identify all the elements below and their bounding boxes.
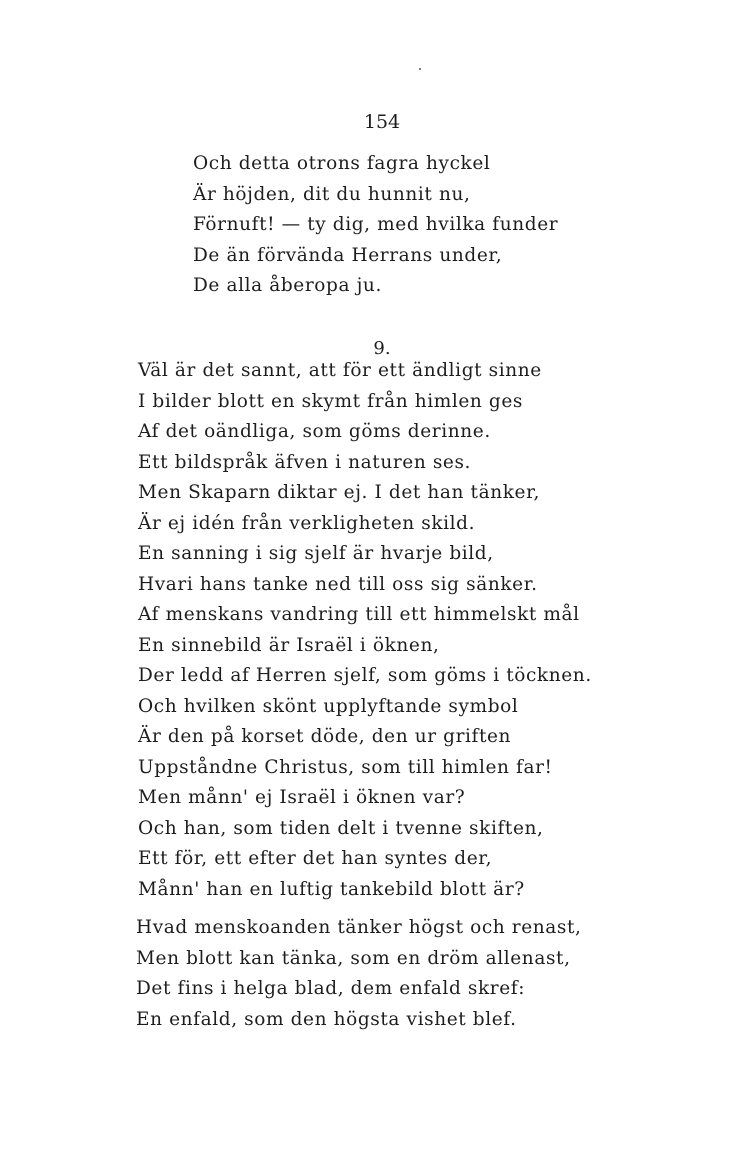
stanza-top	[193, 149, 558, 302]
ink-speck	[419, 68, 421, 70]
verse-line: De alla åberopa ju.	[193, 275, 382, 296]
verse-line: Och hvilken skönt upplyftande symbol	[138, 695, 519, 717]
page-number: 154	[363, 111, 401, 133]
verse-line: Ett för, ett efter det han syntes der,	[138, 848, 493, 869]
verse-line: Väl är det sannt, att för ett ändligt sinne	[138, 360, 542, 381]
verse-line: Månn' han en luftig tankebild blott är?	[138, 878, 525, 900]
verse-line: Är ej idén från verkligheten skild.	[138, 512, 476, 534]
verse-line: Af det oändliga, som göms derinne.	[138, 421, 491, 442]
verse-line: Men Skaparn diktar ej. I det han tänker,	[138, 482, 540, 503]
verse-line: Men blott kan tänka, som en dröm allenast,	[136, 947, 571, 969]
verse-line: Och han, som tiden delt i tvenne skiften,	[138, 817, 544, 839]
verse-line: Ett bildspråk äfven i naturen ses.	[138, 451, 472, 473]
verse-line: Är höjden, dit du hunnit nu,	[193, 183, 471, 205]
verse-line: En sinnebild är Israël i öknen,	[138, 634, 440, 656]
verse-line: De än förvända Herrans under,	[193, 244, 503, 266]
verse-line: En sanning i sig sjelf är hvarje bild,	[138, 543, 494, 564]
stanza-last	[136, 913, 582, 1035]
verse-line: Det fins i helga blad, dem enfald skref:	[136, 978, 526, 999]
verse-line: Är den på korset döde, den ur griften	[138, 726, 512, 747]
verse-line: Och detta otrons fagra hyckel	[193, 153, 491, 174]
verse-line: Men månn' ej Israël i öknen var?	[138, 787, 466, 808]
section-number: 9.	[373, 338, 391, 359]
verse-line: Af menskans vandring till ett himmelskt mål	[138, 604, 580, 625]
verse-line: Hvari hans tanke ned till oss sig sänker.	[138, 573, 538, 595]
verse-line: Der ledd af Herren sjelf, som göms i töcknen.	[138, 665, 592, 686]
verse-line: Hvad menskoanden tänker högst och renast,	[136, 917, 582, 938]
stanza-nine	[138, 356, 592, 905]
verse-line: Uppståndne Christus, som till himlen far!	[138, 756, 553, 778]
verse-line: En enfald, som den högsta vishet blef.	[136, 1008, 517, 1030]
verse-line: I bilder blott en skymt från himlen ges	[138, 390, 524, 412]
verse-line: Förnuft! — ty dig, med hvilka funder	[193, 214, 559, 235]
